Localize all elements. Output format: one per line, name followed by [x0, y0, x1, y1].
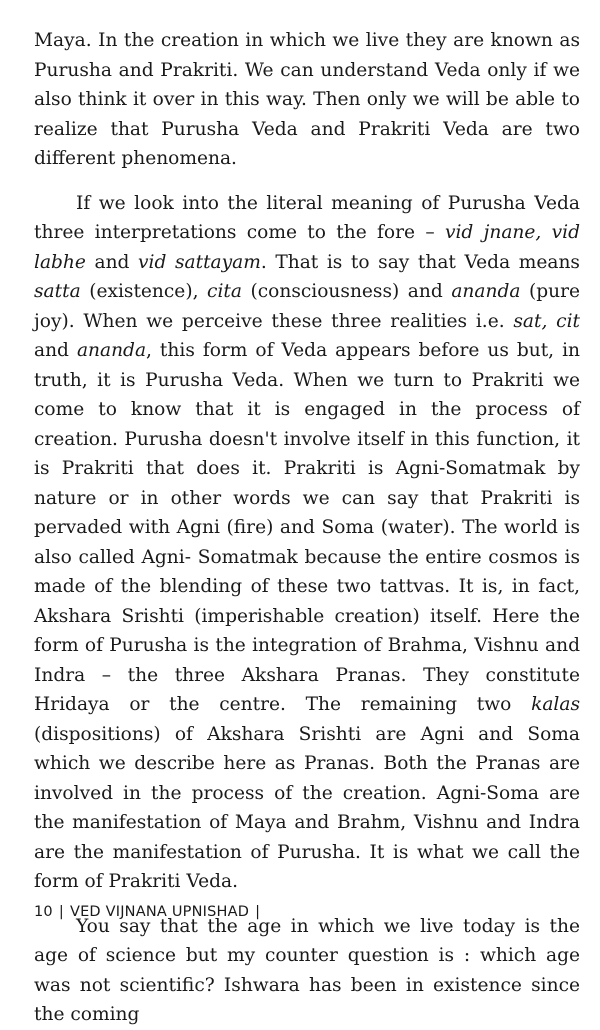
- text-run: , this form of Veda appears before us but, in truth, it is Purusha Veda. When we turn to Prakriti we come to know that it is engaged in the process of creation. Purusha doesn't involve itself in this function, it is Prakriti that does it. Prakriti is Agni-Somatmak by nature or in other words we can say that Prakriti is pervaded with Agni (fire) and Soma (water). The world is also called Agni- Somatmak because the entire cosmos is made of the blending of these two tattvas. It is, in fact, Akshara Srishti (imperishable creation) itself. Here the form of Purusha is the integration of Brahma, Vishnu and Indra – the three Akshara Pranas. They constitute Hridaya or the centre. The remaining two: [34, 340, 580, 715]
- text-run: You say that the age in which we live today is the age of science but my counter question is : which age was not scientific? Ishwara has been in existence since the coming: [34, 915, 580, 1025]
- footer-separator: |: [58, 904, 64, 920]
- text-run: and: [85, 251, 139, 273]
- italic-term: satta: [34, 281, 81, 302]
- page-number: 10: [34, 904, 53, 920]
- italic-term: kalas: [531, 694, 580, 715]
- text-run: (existence),: [80, 281, 208, 302]
- text-run: If we look into the literal meaning of Purusha Veda three interpretations come to the fore –: [34, 192, 580, 243]
- text-run: Maya. In the creation in which we live they are known as Purusha and Prakriti. We can understand Veda only if we also think it over in this way. Then only we will be able to realize that Purusha Veda and Prakriti Veda are two different phenomena.: [34, 30, 580, 169]
- text-run: (consciousness) and: [241, 281, 452, 302]
- italic-term: vid sattayam: [138, 251, 261, 273]
- footer-trailing-separator: |: [255, 904, 261, 920]
- italic-term: vid jnane, vid labhe: [34, 222, 580, 273]
- italic-term: ananda: [76, 340, 147, 361]
- page-footer: [34, 904, 266, 920]
- paragraph-3: [34, 912, 580, 1030]
- italic-term: sat, cit: [513, 310, 580, 332]
- paragraph-1: [34, 26, 580, 174]
- page-body: [34, 26, 580, 1030]
- paragraph-2: [34, 189, 580, 897]
- text-run: (dispositions) of Akshara Srishti are Agni and Soma which we describe here as Pranas. Both the Pranas are involved in the process of the creation. Agni-Soma are the manifestation of Maya and Brahm, Vishnu and Indra are the manifestation of Purusha. It is what we call the form of Prakriti Veda.: [34, 723, 580, 892]
- text-run: (pure joy). When we perceive these three realities i.e.: [34, 281, 581, 332]
- text-run: . That is to say that Veda means: [260, 251, 580, 273]
- running-title: VED VIJNANA UPNISHAD: [69, 904, 250, 920]
- italic-term: ananda: [451, 281, 521, 302]
- text-run: and: [34, 340, 77, 361]
- italic-term: cita: [207, 281, 242, 302]
